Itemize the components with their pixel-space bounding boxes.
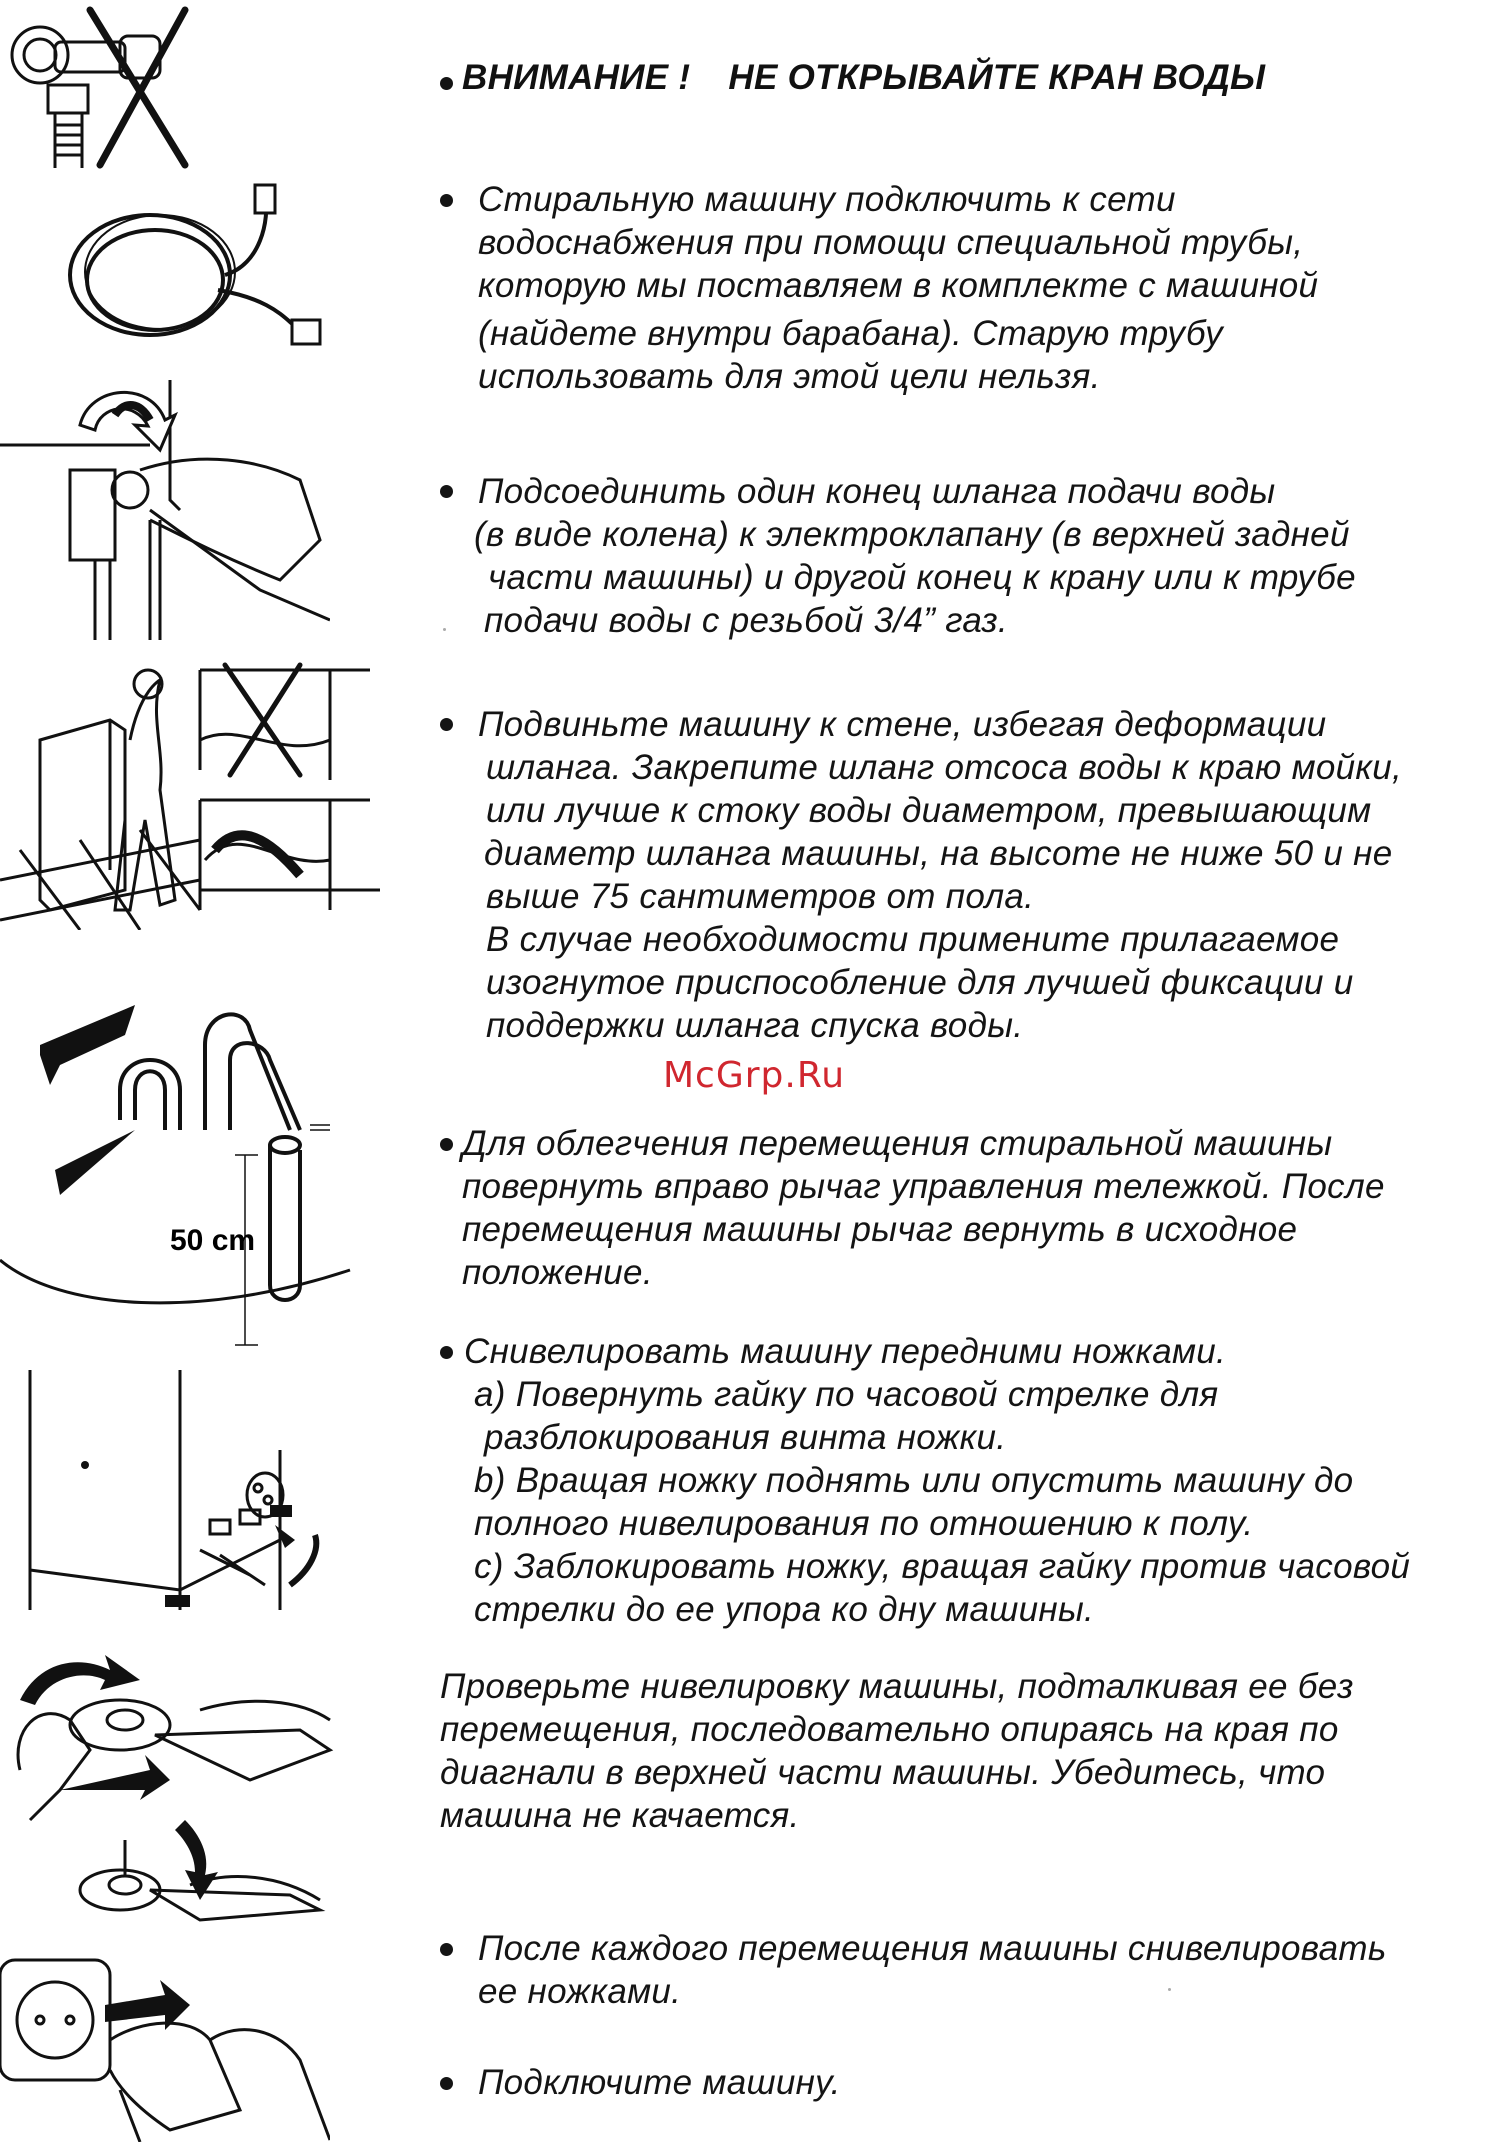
plug-paragraph [478,2061,841,2104]
text-line: разблокирования винта ножки. [484,1418,1007,1457]
text-line: машина не качается. [440,1796,800,1835]
hose-icon [0,180,330,360]
tap-crossed-illustration [0,0,200,180]
water-tap-icon [0,0,200,180]
bullet [440,1138,453,1151]
text-line: c) Заблокировать ножку, вращая гайку против часовой [474,1547,1411,1586]
drain-paragraph [478,703,1402,1047]
text-line: изогнутое приспособление для лучшей фиксации и [486,963,1354,1002]
text-line: диаметр шланга машины, на высоте не ниже 50 и не [484,834,1393,873]
text-line: b) Вращая ножку поднять или опустить машину до [474,1461,1354,1500]
watermark: McGrp.Ru [663,1055,846,1096]
text-line: стрелки до ее упора ко дну машины. [474,1590,1095,1629]
drain-hook-icon [0,990,360,1360]
text-line: (в виде колена) к электроклапану (в верхней задней [474,515,1350,554]
text-line: повернуть вправо рычаг управления тележкой. После [462,1167,1385,1206]
height-label: 50 cm [170,1224,256,1257]
bullet [440,718,453,731]
text-line: выше 75 сантиметров от пола. [486,877,1035,916]
text-line: использовать для этой цели нельзя. [478,357,1101,396]
power-plug-icon [0,1940,330,2142]
text-line: Подвиньте машину к стене, избегая деформации [478,705,1327,744]
text-line: Подключите машину. [478,2063,841,2102]
scan-speck [443,628,446,631]
rotate-arrow-icon [20,1655,140,1705]
trolley-paragraph [462,1122,1385,1294]
right-arrow-icon [55,1130,135,1195]
text-line: положение. [462,1253,653,1292]
warning-text: НЕ ОТКРЫВАЙТЕ КРАН ВОДЫ [728,58,1266,97]
text-line: или лучше к стоку воды диаметром, превышающим [486,791,1372,830]
text-line: После каждого перемещения машины снивелировать [478,1929,1387,1968]
text-line: ее ножками. [478,1972,682,2011]
machine-feet-illustration [0,1370,340,1610]
bullet [440,485,453,498]
left-arrow-icon [40,1005,135,1085]
bullet [440,1346,453,1359]
text-line: шланга. Закрепите шланг отсоса воды к краю мойки, [486,748,1403,787]
warning-heading [462,58,1265,98]
bullet [440,77,453,90]
text-line: Подсоединить один конец шланга подачи воды [478,472,1276,511]
wrench-adjust-illustration [0,1640,360,1930]
after-move-paragraph [478,1927,1387,2013]
wrench-icon [0,1640,360,1930]
bullet [440,1943,453,1956]
text-line: (найдете внутри барабана). Старую трубу [478,314,1223,353]
drain-hose-illustration [0,660,380,930]
hand-connect-icon [0,380,330,640]
text-line: Стиральную машину подключить к сети [478,180,1176,219]
scan-speck [1168,1988,1171,1991]
check-paragraph [440,1665,1354,1837]
connect-paragraph [474,470,1356,642]
text-line: диагнали в верхней части машины. Убедитесь, что [440,1753,1326,1792]
level-paragraph [464,1330,1410,1631]
text-line: полного нивелирования по отношению к полу. [474,1504,1254,1543]
text-line: поддержки шланга спуска воды. [486,1006,1024,1045]
drain-hose-icon [0,660,380,930]
bullet [440,2077,453,2090]
text-line: Для облегчения перемещения стиральной машины [462,1124,1333,1163]
text-line: Снивелировать машину передними ножками. [464,1332,1227,1371]
connect-hose-illustration [0,380,330,640]
bullet [440,194,453,207]
plug-in-illustration [0,1940,330,2142]
adjustable-foot-icon [0,1370,340,1610]
text-line: перемещения, последовательно опираясь на края по [440,1710,1339,1749]
drain-hook-illustration [0,990,360,1360]
warning-title: ВНИМАНИЕ ! [462,58,691,97]
text-line: a) Повернуть гайку по часовой стрелке для [474,1375,1219,1414]
text-line: перемещения машины рычаг вернуть в исходное [462,1210,1298,1249]
text-line: водоснабжения при помощи специальной трубы, [478,223,1304,262]
text-line: подачи воды с резьбой 3/4” газ. [484,601,1008,640]
text-line: части машины) и другой конец к крану или к трубе [488,558,1356,597]
text-line: Проверьте нивелировку машины, подталкивая ее без [440,1667,1354,1706]
text-line: которую мы поставляем в комплекте с машиной [478,266,1319,305]
hose-paragraph [478,178,1318,398]
coiled-hose-illustration [0,180,330,360]
text-line: В случае необходимости примените прилагаемое [486,920,1340,959]
